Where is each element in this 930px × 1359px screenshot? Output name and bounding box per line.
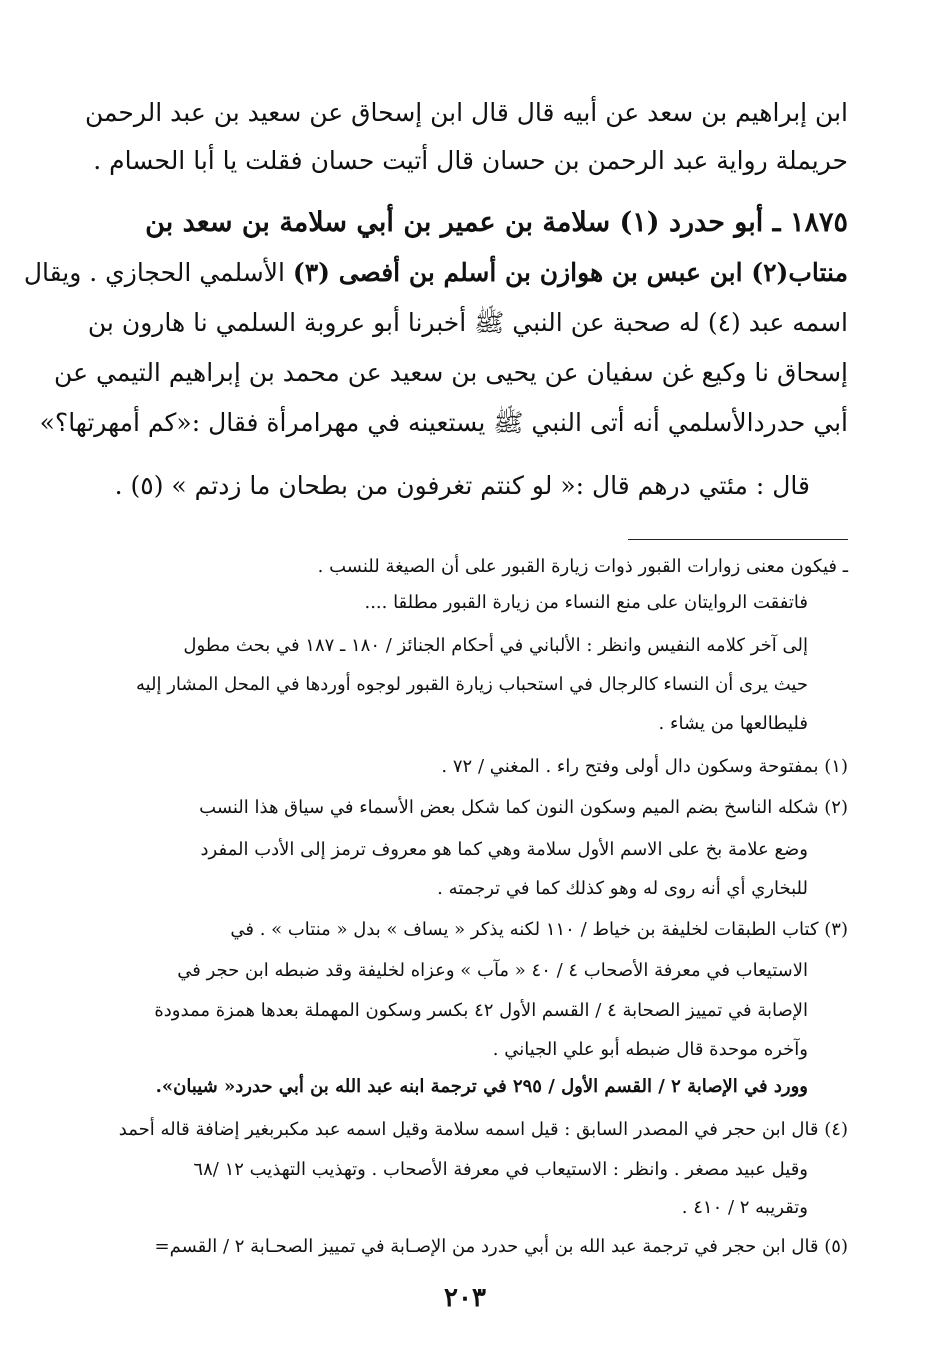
- entry-line-4: إسحاق نا وكيع غن سفيان عن يحيى بن سعيد عن محمد بن إبراهيم التيمي عن: [54, 358, 848, 387]
- main-line-1: ابن إبراهيم بن سعد عن أبيه قال قال ابن إسحاق عن سعيد بن عبد الرحمن: [84, 98, 848, 127]
- entry-heading: ١٨٧٥ ـ أبو حدرد (١) سلامة بن عمير بن أبي سلامة بن سعد بن: [145, 207, 848, 238]
- entry-line-6: قال : مئتي درهم قال :« لو كنتم تغرفون من بطحان ما زدتم » (٥) .: [114, 471, 810, 500]
- entry-name-bold: منتاب(٢) ابن عبس بن هوازن بن أسلم بن أفصى (٣): [292, 258, 848, 287]
- main-line-2: حريملة رواية عبد الرحمن بن حسان قال أتيت حسان فقلت يا أبا الحسام .: [93, 146, 848, 175]
- footnote-line: وتقريبه ٢ / ٤١٠ .: [681, 1197, 808, 1218]
- footnote-line: وورد في الإصابة ٢ / القسم الأول / ٢٩٥ في ترجمة ابنه عبد الله بن أبي حدرد« شيبان».: [155, 1076, 808, 1097]
- footnote-line: وقيل عبيد مصغر . وانظر : الاستيعاب في معرفة الأصحاب . وتهذيب التهذيب ١٢ /٦٨: [193, 1159, 808, 1180]
- footnote-4: (٤) قال ابن حجر في المصدر السابق : قيل اسمه سلامة وقيل اسمه عبد مكبربغير إضافة قاله أحمد: [118, 1119, 848, 1140]
- footnote-line: للبخاري أي أنه روى له وهو كذلك كما في ترجمته .: [437, 878, 808, 899]
- entry-line-3: اسمه عبد (٤) له صحبة عن النبي ﷺ أخبرنا أبو عروبة السلمي نا هارون بن: [87, 308, 848, 337]
- entry-name-rest: الأسلمي الحجازي . ويقال: [23, 258, 293, 287]
- footnote-line: الاستيعاب في معرفة الأصحاب ٤ / ٤٠ « مآب » وعزاه لخليفة وقد ضبطه ابن حجر في: [177, 960, 808, 981]
- footnote-separator: [628, 539, 848, 540]
- footnote-line: حيث يرى أن النساء كالرجال في استحباب زيارة القبور لوجوه أوردها في المحل المشار إليه: [135, 674, 808, 695]
- footnote-1: (١) بمفتوحة وسكون دال أولى وفتح راء . المغني / ٧٢ .: [441, 756, 848, 777]
- entry-line-2: [23, 252, 848, 294]
- footnote-line: ـ فيكون معنى زوارات القبور ذوات زيارة القبور على أن الصيغة للنسب .: [317, 556, 848, 577]
- footnote-2: (٢) شكله الناسخ بضم الميم وسكون النون كما شكل بعض الأسماء في سياق هذا النسب: [199, 797, 848, 818]
- entry-line-5: أبي حدردالأسلمي أنه أتى النبي ﷺ يستعينه في مهرامرأة فقال :«كم أمهرتها؟»: [39, 408, 848, 437]
- footnote-line: وضع علامة بخ على الاسم الأول سلامة وهي كما هو معروف ترمز إلى الأدب المفرد: [200, 839, 808, 860]
- footnote-line: الإصابة في تمييز الصحابة ٤ / القسم الأول ٤٢ بكسر وسكون المهملة بعدها همزة ممدودة: [154, 1000, 808, 1021]
- footnote-line: إلى آخر كلامه النفيس وانظر : الألباني في أحكام الجنائز / ١٨٠ ـ ١٨٧ في بحث مطول: [183, 635, 808, 656]
- footnote-3: (٣) كتاب الطبقات لخليفة بن خياط / ١١٠ لكنه يذكر « يساف » بدل « منتاب » . في: [230, 919, 848, 940]
- footnote-line: فاتفقت الروايتان على منع النساء من زيارة القبور مطلقا ....: [364, 592, 808, 613]
- footnote-5: (٥) قال ابن حجر في ترجمة عبد الله بن أبي حدرد من الإصـابة في تمييز الصحـابة ٢ / القسم=: [154, 1236, 848, 1257]
- footnote-line: فليطالعها من يشاء .: [658, 713, 808, 734]
- page-number: ٢٠٣: [444, 1283, 486, 1313]
- footnote-line: وآخره موحدة قال ضبطه أبو علي الجياني .: [492, 1039, 808, 1060]
